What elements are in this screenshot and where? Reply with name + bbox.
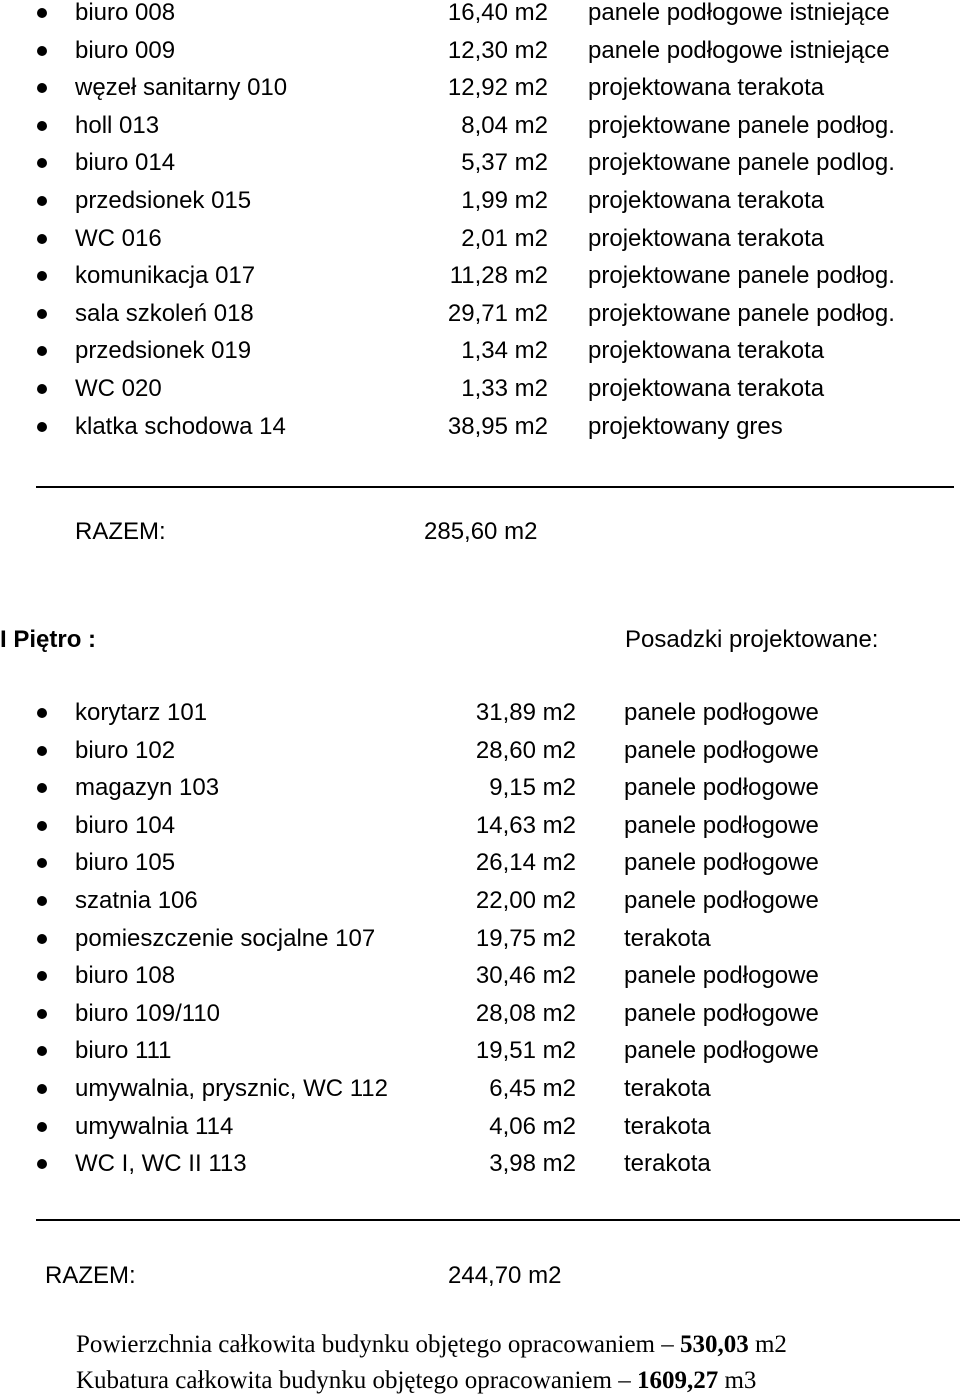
room-list-item: [0, 220, 960, 258]
room-area: 1,34 m2: [461, 337, 548, 365]
room-list-item: [0, 295, 960, 333]
room-area: 26,14 m2: [475, 849, 576, 877]
summary-area-unit: m2: [754, 1331, 787, 1358]
bullet-icon: [37, 708, 47, 718]
room-list-item: [0, 370, 960, 408]
bullet-icon: [37, 46, 47, 56]
room-flooring: panele podłogowe: [624, 774, 819, 802]
room-list-item: [0, 257, 960, 295]
room-list-item: [0, 107, 960, 145]
room-list-item: [0, 408, 960, 446]
bullet-icon: [37, 121, 47, 131]
divider-line: [36, 486, 954, 488]
bullet-icon: [37, 821, 47, 831]
room-flooring: projektowane panele podłog.: [588, 299, 895, 327]
first-floor-room-list: [0, 694, 960, 1183]
room-name: biuro 108: [75, 962, 176, 990]
room-flooring: terakota: [624, 1074, 711, 1102]
room-area: 30,46 m2: [475, 962, 576, 990]
bullet-icon: [37, 858, 47, 868]
room-area: 12,30 m2: [447, 36, 548, 64]
bullet-icon: [37, 83, 47, 93]
room-area: 22,00 m2: [475, 886, 576, 914]
summary-volume-text: Kubatura całkowita budynku objętego opracowaniem –: [76, 1367, 631, 1394]
room-list-item: [0, 1145, 960, 1183]
bullet-icon: [37, 1084, 47, 1094]
room-name: WC I, WC II 113: [75, 1150, 247, 1178]
bullet-icon: [37, 346, 47, 356]
room-name: WC 020: [75, 374, 162, 402]
room-flooring: projektowana terakota: [588, 224, 825, 252]
room-name: klatka schodowa 14: [75, 412, 286, 440]
room-name: holl 013: [75, 111, 160, 139]
divider-line: [36, 1219, 960, 1221]
room-list-item: [0, 144, 960, 182]
room-area: 9,15 m2: [489, 774, 576, 802]
bullet-icon: [37, 934, 47, 944]
bullet-icon: [37, 1009, 47, 1019]
bullet-icon: [37, 1122, 47, 1132]
room-list-item: [0, 69, 960, 107]
room-area: 8,04 m2: [461, 111, 548, 139]
room-name: korytarz 101: [75, 699, 208, 726]
room-area: 38,95 m2: [447, 412, 548, 440]
room-flooring: projektowane panele podłog.: [588, 262, 895, 290]
room-flooring: panele podłogowe istniejące: [588, 0, 890, 26]
room-flooring: panele podłogowe: [624, 811, 819, 839]
room-flooring: projektowana terakota: [588, 337, 825, 365]
room-name: sala szkoleń 018: [75, 299, 254, 327]
room-name: węzeł sanitarny 010: [75, 74, 288, 102]
room-flooring: projektowana terakota: [588, 374, 825, 402]
room-flooring: panele podłogowe: [624, 1037, 819, 1065]
room-list-item: [0, 732, 960, 770]
room-area: 19,51 m2: [475, 1037, 576, 1065]
summary-volume-value: 1609,27: [636, 1367, 719, 1394]
bullet-icon: [37, 234, 47, 244]
summary-area-text: Powierzchnia całkowita budynku objętego opracowaniem –: [76, 1331, 674, 1358]
room-name: przedsionek 019: [75, 337, 252, 365]
room-list-item: [0, 32, 960, 70]
room-flooring: projektowana terakota: [588, 74, 825, 102]
room-area: 14,63 m2: [475, 811, 576, 839]
summary-volume-unit: m3: [724, 1367, 757, 1394]
room-name: przedsionek 015: [75, 186, 252, 214]
room-list-item: [0, 1032, 960, 1070]
room-list-item: [0, 807, 960, 845]
room-flooring: panele podłogowe: [624, 849, 819, 877]
room-name: magazyn 103: [75, 774, 220, 802]
room-flooring: panele podłogowe: [624, 699, 819, 726]
room-name: komunikacja 017: [75, 262, 256, 290]
room-area: 28,08 m2: [475, 999, 576, 1027]
flooring-heading: Posadzki projektowane:: [625, 626, 879, 653]
room-name: pomieszczenie socjalne 107: [75, 924, 376, 952]
room-name: biuro 009: [75, 36, 176, 64]
ground-floor-total-value: 285,60 m2: [424, 518, 538, 545]
room-name: biuro 109/110: [75, 999, 221, 1027]
bullet-icon: [37, 158, 47, 168]
room-list-item: [0, 0, 960, 32]
room-flooring: projektowane panele podłog.: [588, 111, 895, 139]
room-flooring: panele podłogowe: [624, 736, 819, 764]
room-area: 28,60 m2: [475, 736, 576, 764]
bullet-icon: [37, 196, 47, 206]
room-area: 29,71 m2: [447, 299, 548, 327]
room-area: 19,75 m2: [475, 924, 576, 952]
ground-floor-room-list: [0, 0, 960, 445]
room-flooring: projektowany gres: [588, 412, 783, 440]
room-area: 1,33 m2: [461, 374, 548, 402]
bullet-icon: [37, 971, 47, 981]
room-area: 31,89 m2: [475, 699, 576, 726]
room-list-item: [0, 769, 960, 807]
room-area: 1,99 m2: [461, 186, 548, 214]
room-list-item: [0, 1070, 960, 1108]
summary-area-line: [76, 1330, 787, 1360]
first-floor-total-value: 244,70 m2: [448, 1262, 562, 1289]
room-area: 6,45 m2: [489, 1074, 576, 1102]
room-flooring: panele podłogowe: [624, 962, 819, 990]
room-name: biuro 104: [75, 811, 176, 839]
room-flooring: projektowane panele podlog.: [588, 149, 895, 177]
bullet-icon: [37, 422, 47, 432]
bullet-icon: [37, 896, 47, 906]
room-area: 16,40 m2: [447, 0, 548, 26]
room-area: 4,06 m2: [489, 1112, 576, 1140]
room-name: biuro 105: [75, 849, 176, 877]
bullet-icon: [37, 746, 47, 756]
room-name: umywalnia 114: [75, 1112, 234, 1140]
bullet-icon: [37, 1159, 47, 1169]
room-area: 3,98 m2: [489, 1150, 576, 1178]
bullet-icon: [37, 783, 47, 793]
bullet-icon: [37, 309, 47, 319]
room-name: biuro 102: [75, 736, 176, 764]
room-list-item: [0, 957, 960, 995]
room-area: 2,01 m2: [461, 224, 548, 252]
room-name: szatnia 106: [75, 886, 198, 914]
room-area: 12,92 m2: [447, 74, 548, 102]
room-name: biuro 014: [75, 149, 176, 177]
room-list-item: [0, 182, 960, 220]
room-flooring: panele podłogowe: [624, 886, 819, 914]
ground-floor-total-label: RAZEM:: [75, 518, 166, 545]
summary-area-value: 530,03: [679, 1331, 749, 1358]
room-list-item: [0, 920, 960, 958]
summary-volume-line: [76, 1366, 756, 1396]
room-name: WC 016: [75, 224, 162, 252]
bullet-icon: [37, 8, 47, 18]
room-flooring: terakota: [624, 1112, 711, 1140]
room-name: umywalnia, prysznic, WC 112: [75, 1074, 388, 1102]
room-name: biuro 008: [75, 0, 176, 26]
room-area: 11,28 m2: [449, 262, 548, 290]
room-flooring: terakota: [624, 924, 711, 952]
room-list-item: [0, 844, 960, 882]
room-list-item: [0, 995, 960, 1033]
room-list-item: [0, 882, 960, 920]
room-name: biuro 111: [75, 1037, 172, 1065]
first-floor-heading: I Piętro :: [0, 626, 97, 653]
room-flooring: terakota: [624, 1150, 711, 1178]
first-floor-total-label: RAZEM:: [45, 1262, 136, 1289]
room-list-item: [0, 1108, 960, 1146]
bullet-icon: [37, 384, 47, 394]
room-flooring: panele podłogowe istniejące: [588, 36, 890, 64]
bullet-icon: [37, 271, 47, 281]
room-area: 5,37 m2: [461, 149, 548, 177]
room-list-item: [0, 694, 960, 732]
bullet-icon: [37, 1046, 47, 1056]
room-flooring: panele podłogowe: [624, 999, 819, 1027]
room-flooring: projektowana terakota: [588, 186, 825, 214]
room-list-item: [0, 332, 960, 370]
